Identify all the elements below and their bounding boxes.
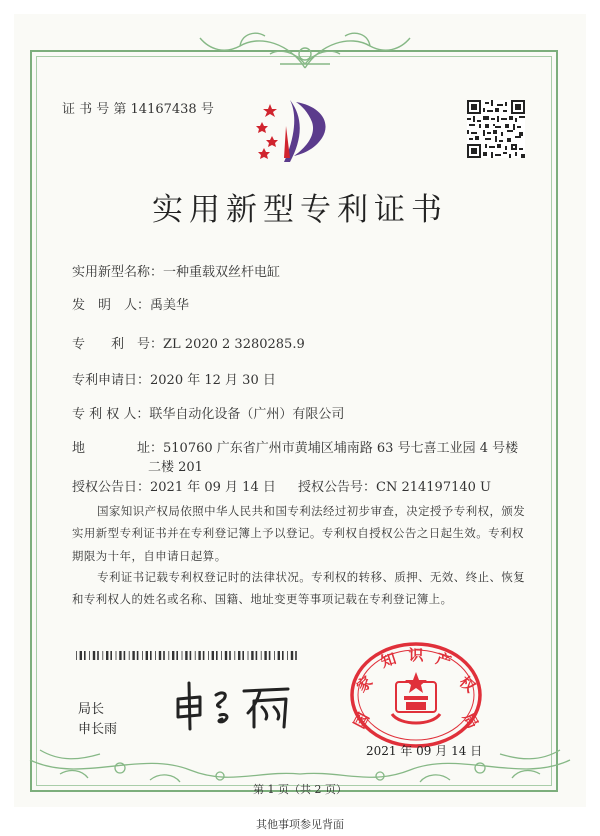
field-label: 地 址： xyxy=(72,441,164,456)
barcode-icon xyxy=(76,651,301,660)
svg-text:识: 识 xyxy=(408,646,424,664)
qr-code-icon xyxy=(467,100,525,158)
field-label: 授权公告号： xyxy=(298,480,377,495)
field-patentee xyxy=(72,403,344,422)
field-label: 专 利 权 人： xyxy=(72,407,150,422)
field-label: 授权公告日： xyxy=(72,480,151,495)
field-value: 510760 广东省广州市黄埔区埔南路 63 号七喜工业园 4 号楼 xyxy=(163,441,519,456)
seal-date: 2021 年 09 月 14 日 xyxy=(366,744,483,758)
page-title: 实用新型专利证书 xyxy=(152,192,448,228)
svg-text:产: 产 xyxy=(433,649,454,672)
field-patent-number xyxy=(72,333,305,352)
field-grant-number xyxy=(298,476,491,495)
field-label: 专利申请日： xyxy=(72,373,151,388)
field-filing-date xyxy=(72,369,276,388)
svg-text:知: 知 xyxy=(378,649,399,672)
field-value: 2020 年 12 月 30 日 xyxy=(150,373,276,388)
director-name: 申长雨 xyxy=(78,722,118,737)
field-value: 2021 年 09 月 14 日 xyxy=(150,480,276,495)
svg-text:局: 局 xyxy=(458,709,482,732)
svg-text:家: 家 xyxy=(353,672,377,696)
official-seal-icon xyxy=(348,640,484,750)
field-label: 实用新型名称： xyxy=(72,265,164,280)
field-value: 联华自动化设备（广州）有限公司 xyxy=(149,407,345,422)
field-label: 发 明 人： xyxy=(72,298,151,313)
director-title: 局长 xyxy=(78,702,105,717)
field-value: 禹美华 xyxy=(150,298,190,313)
svg-text:权: 权 xyxy=(455,672,479,696)
ornament-icon xyxy=(180,24,430,74)
field-address-line2: 二楼 201 xyxy=(148,460,203,475)
field-label: 专 利 号： xyxy=(72,337,164,352)
svg-text:国: 国 xyxy=(350,709,374,732)
field-inventor xyxy=(72,294,189,313)
certificate-number: 证 书 号 第 14167438 号 xyxy=(62,102,214,117)
field-value: CN 214197140 U xyxy=(376,480,491,495)
page-number: 第 1 页（共 2 页） xyxy=(253,783,347,796)
cnipa-logo-icon xyxy=(250,96,336,168)
field-grant-date xyxy=(72,476,276,495)
field-value: ZL 2020 2 3280285.9 xyxy=(163,337,305,352)
ornament-icon xyxy=(0,740,600,816)
field-utility-model-name xyxy=(72,261,280,280)
footer-note: 其他事项参见背面 xyxy=(256,818,344,831)
signature-icon xyxy=(170,677,300,732)
field-address xyxy=(72,437,518,456)
field-value: 一种重载双丝杆电缸 xyxy=(163,265,281,280)
statement-paragraph-1: 国家知识产权局依照中华人民共和国专利法经过初步审查，决定授予专利权，颁发实用新型专利证书并在专利登记簿上予以登记。专利权自授权公告之日起生效。专利权期限为十年，自申请日起算。 xyxy=(72,504,526,563)
statement-paragraph-2: 专利证书记载专利权登记时的法律状况。专利权的转移、质押、无效、终止、恢复和专利权人的姓名或名称、国籍、地址变更等事项记载在专利登记簿上。 xyxy=(72,570,526,607)
